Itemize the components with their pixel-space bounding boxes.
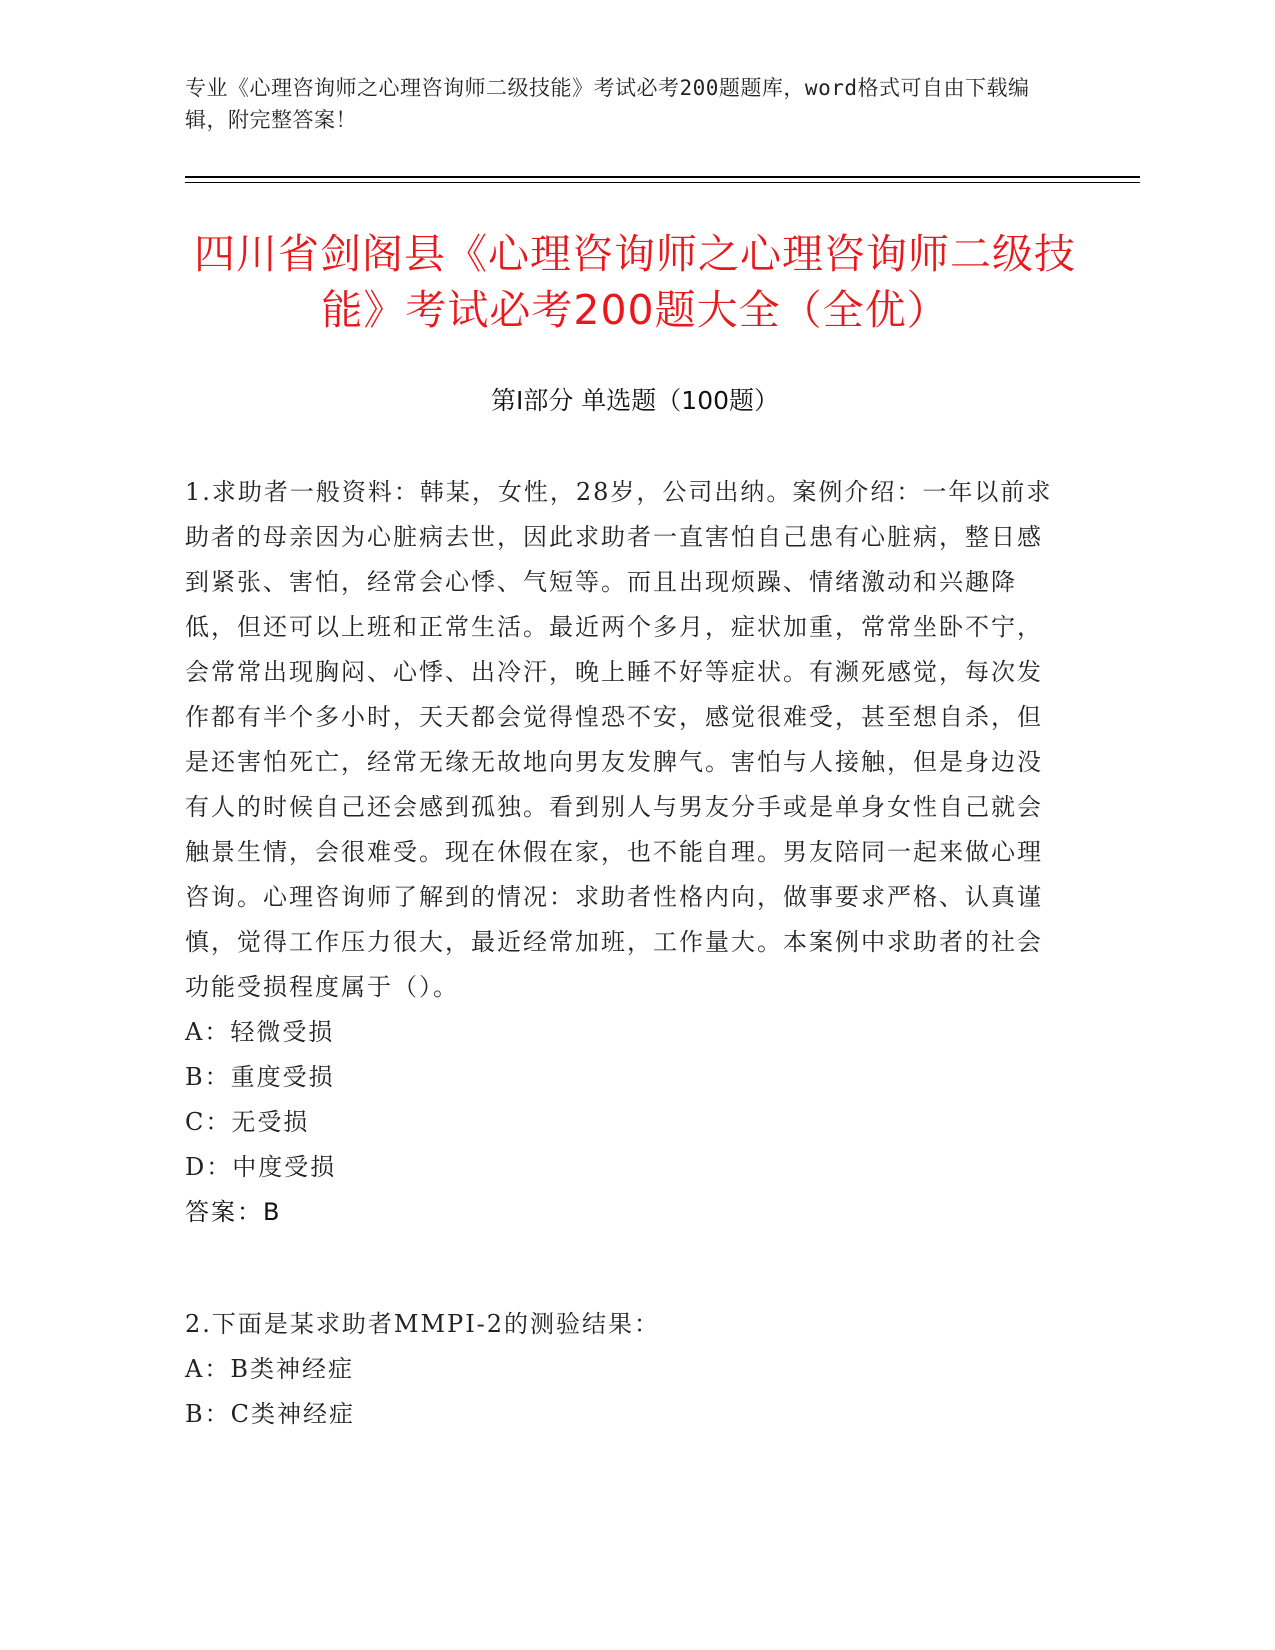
divider-thin xyxy=(185,182,1140,183)
header-note: 专业《心理咨询师之心理咨询师二级技能》考试必考200题题库，word格式可自由下载编辑，附完整答案！ xyxy=(185,76,1030,132)
header-divider xyxy=(185,176,1140,183)
answer-label: 答案：B xyxy=(185,1198,282,1226)
option-d: D：中度受损 xyxy=(185,1153,337,1181)
question-2 xyxy=(185,1302,1055,1437)
option-c: C：无受损 xyxy=(185,1108,310,1136)
document-header xyxy=(185,72,1085,136)
option-a: A：B类神经症 xyxy=(185,1355,354,1383)
option-a: A：轻微受损 xyxy=(185,1018,335,1046)
question-1 xyxy=(185,470,1055,1235)
question-stem: 1.求助者一般资料：韩某，女性，28岁，公司出纳。案例介绍：一年以前求助者的母亲因为心脏病去世，因此求助者一直害怕自己患有心脏病，整日感到紧张、害怕，经常会心悸、气短等。而且出现烦躁、情绪激动和兴趣降低，但还可以上班和正常生活。最近两个多月，症状加重，常常坐卧不宁，会常常出现胸闷、心悸、出冷汗，晚上睡不好等症状。有濒死感觉，每次发作都有半个多小时，天天都会觉得惶恐不安，感觉很难受，甚至想自杀，但是还害怕死亡，经常无缘无故地向男友发脾气。害怕与人接触，但是身边没有人的时候自己还会感到孤独。看到别人与男友分手或是单身女性自己就会触景生情，会很难受。现在休假在家，也不能自理。男友陪同一起来做心理咨询。心理咨询师了解到的情况：求助者性格内向，做事要求严格、认真谨慎，觉得工作压力很大，最近经常加班，工作量大。本案例中求助者的社会功能受损程度属于（）。 xyxy=(185,478,1053,1001)
option-b: B：重度受损 xyxy=(185,1063,335,1091)
divider-thick xyxy=(185,176,1140,178)
option-b: B：C类神经症 xyxy=(185,1400,355,1428)
document-title: 四川省剑阁县《心理咨询师之心理咨询师二级技能》考试必考200题大全（全优） xyxy=(194,230,1076,334)
question-stem: 2.下面是某求助者MMPI-2的测验结果： xyxy=(185,1310,661,1338)
section-title: 第I部分 单选题（100题） xyxy=(490,386,780,415)
